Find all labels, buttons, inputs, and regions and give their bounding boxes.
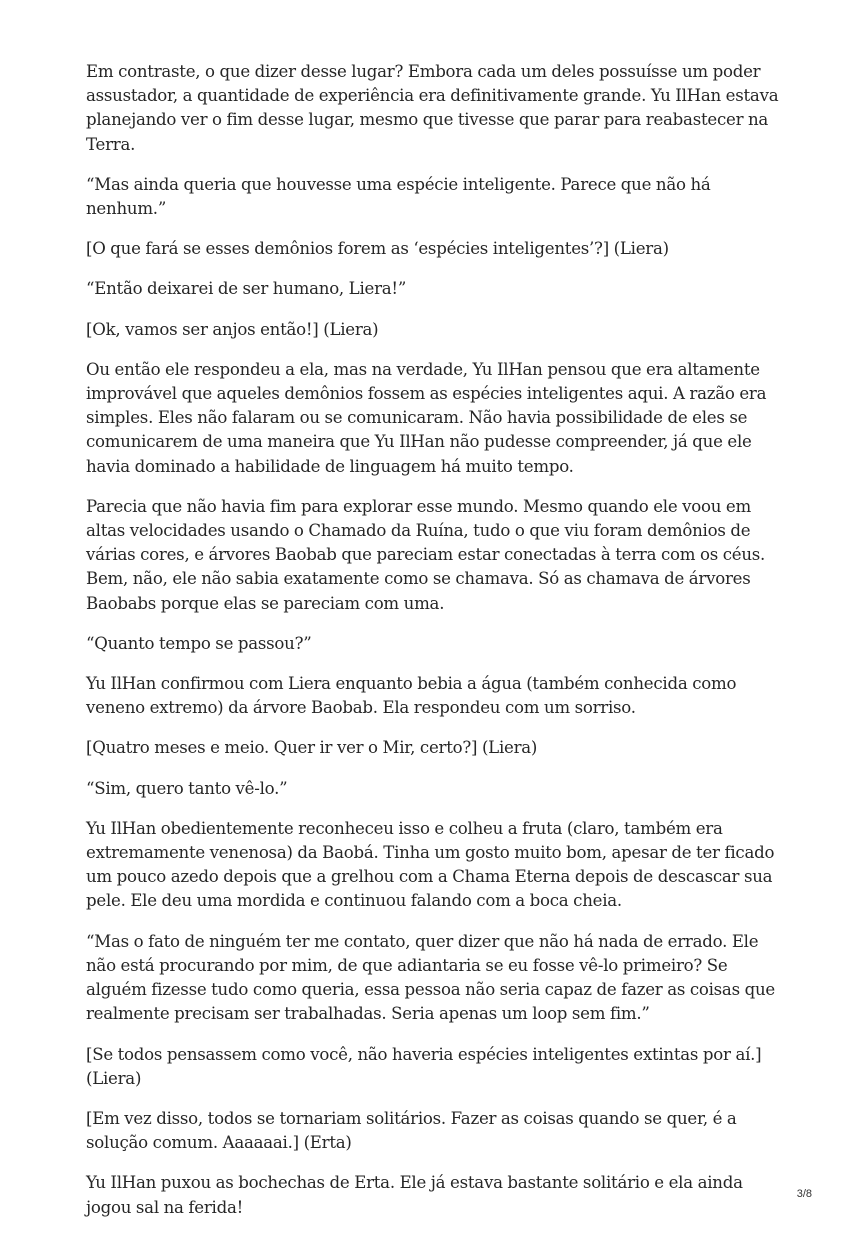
paragraph: Yu IlHan obedientemente reconheceu isso e colheu a fruta (claro, também era extremamente venenosa) da Baobá. Tinha um gosto muito bom, apesar de ter ficado um pouco azedo depois que a grelhou com a Chama Eterna depois de descascar sua pele. Ele deu uma mordida e continuou falando com a boca cheia. [86, 818, 775, 911]
paragraph: [Em vez disso, todos se tornariam solitários. Fazer as coisas quando se quer, é a solução comum. Aaaaaai.] (Erta) [86, 1108, 737, 1153]
paragraph: [Quatro meses e meio. Quer ir ver o Mir, certo?] (Liera) [86, 738, 538, 758]
document-body [86, 60, 786, 1236]
paragraph: Em contraste, o que dizer desse lugar? Embora cada um deles possuísse um poder assustador, a quantidade de experiência era definitivamente grande. Yu IlHan estava planejando ver o fim desse lugar, mesmo que tivesse que parar para reabastecer na Terra. [86, 62, 779, 154]
paragraph: [O que fará se esses demônios forem as ‘espécies inteligentes’?] (Liera) [86, 239, 669, 259]
paragraph: “Mas o fato de ninguém ter me contato, quer dizer que não há nada de errado. Ele não está procurando por mim, de que adiantaria se eu fosse vê-lo primeiro? Se alguém fizesse tudo como queria, essa pessoa não seria capaz de fazer as coisas que realmente precisam ser trabalhadas. Seria apenas um loop sem fim.” [86, 931, 775, 1024]
paragraph: [Ok, vamos ser anjos então!] (Liera) [86, 319, 379, 339]
paragraph: Ou então ele respondeu a ela, mas na verdade, Yu IlHan pensou que era altamente improvável que aqueles demônios fossem as espécies inteligentes aqui. A razão era simples. Eles não falaram ou se comunicaram. Não havia possibilidade de eles se comunicarem de uma maneira que Yu IlHan não pudesse compreender, já que ele havia dominado a habilidade de linguagem há muito tempo. [86, 359, 767, 476]
paragraph: “Mas ainda queria que houvesse uma espécie inteligente. Parece que não há nenhum.” [86, 174, 711, 219]
paragraph: [Se todos pensassem como você, não haveria espécies inteligentes extintas por aí.] (Liera) [86, 1044, 762, 1088]
paragraph: “Quanto tempo se passou?” [86, 633, 312, 653]
page-number: 3/8 [796, 1188, 812, 1200]
paragraph: “Então deixarei de ser humano, Liera!” [86, 279, 407, 299]
paragraph: Yu IlHan puxou as bochechas de Erta. Ele já estava bastante solitário e ela ainda jogou sal na ferida! [86, 1173, 743, 1217]
paragraph: Yu IlHan confirmou com Liera enquanto bebia a água (também conhecida como veneno extremo) da árvore Baobab. Ela respondeu com um sorriso. [86, 674, 737, 718]
paragraph: Parecia que não havia fim para explorar esse mundo. Mesmo quando ele voou em altas velocidades usando o Chamado da Ruína, tudo o que viu foram demônios de várias cores, e árvores Baobab que pareciam estar conectadas à terra com os céus. Bem, não, ele não sabia exatamente como se chamava. Só as chamava de árvores Baobabs porque elas se pareciam com uma. [86, 496, 766, 613]
paragraph: “Sim, quero tanto vê-lo.” [86, 778, 288, 798]
